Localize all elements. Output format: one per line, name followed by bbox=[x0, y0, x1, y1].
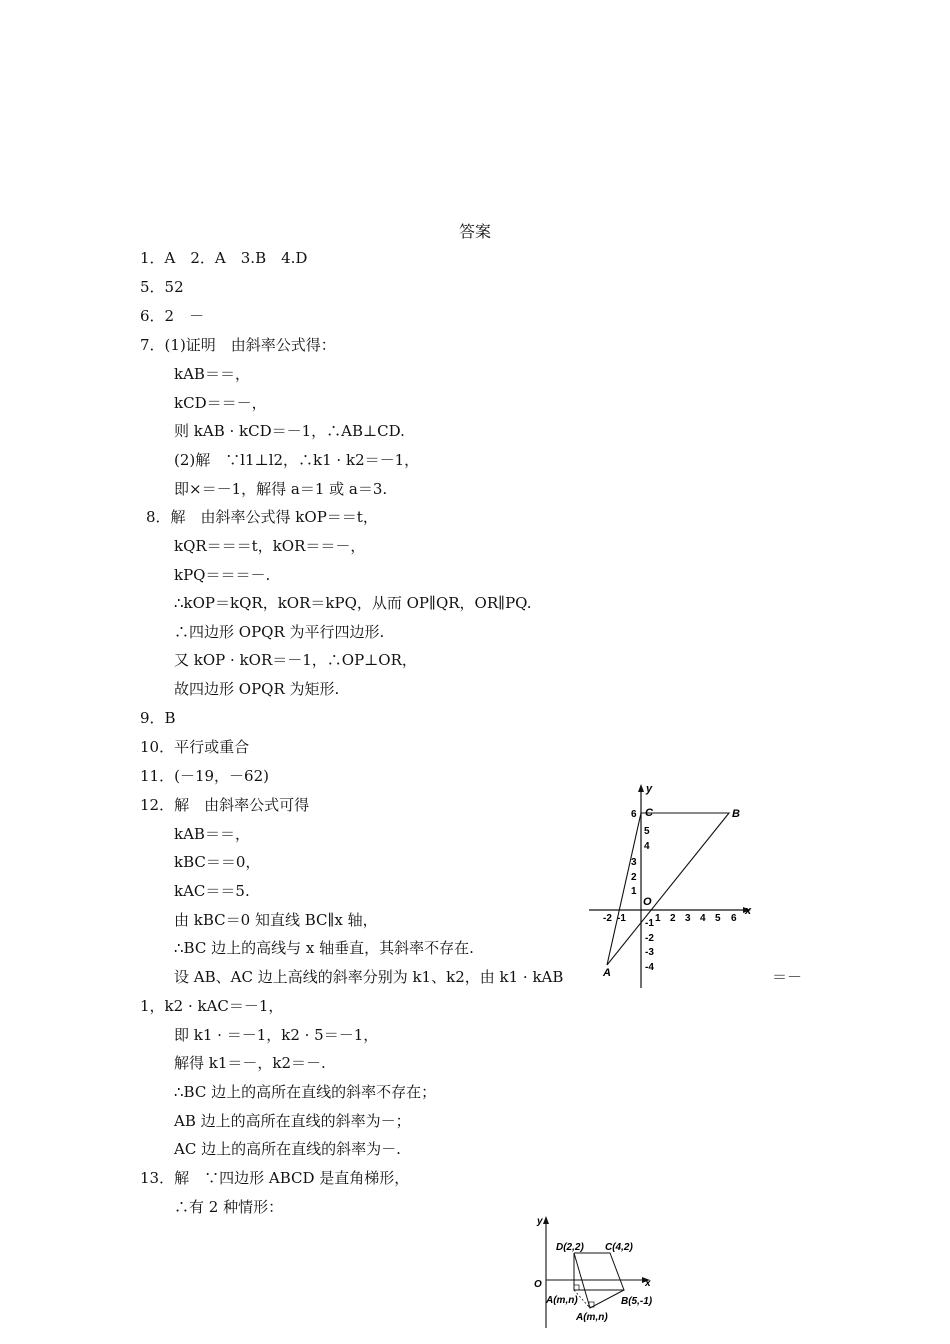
answer-line: ∴BC 边上的高线与 x 轴垂直，其斜率不存在. bbox=[174, 939, 474, 957]
answer-line: AB 边上的高所在直线的斜率为－； bbox=[174, 1112, 411, 1130]
answer-line: ∴有 2 种情形： bbox=[174, 1198, 284, 1216]
page-title: 答案 bbox=[458, 222, 491, 241]
answer-line: AC 边上的高所在直线的斜率为－. bbox=[174, 1140, 401, 1158]
answer-line: 10．平行或重合 bbox=[140, 738, 250, 756]
point-b-label: B(5,-1) bbox=[621, 1296, 653, 1307]
answer-line: (2)解 ∵l1⊥l2，∴k1 · k2＝－1， bbox=[174, 451, 420, 469]
y-axis-label: y bbox=[646, 783, 653, 795]
answer-line: kAB＝＝， bbox=[174, 825, 250, 843]
answer-line: 由 kBC＝0 知直线 BC∥x 轴， bbox=[174, 911, 378, 929]
y-tick: 6 bbox=[631, 809, 637, 820]
answer-line: 12．解 由斜率公式可得 bbox=[140, 796, 310, 814]
x-tick: 1 bbox=[655, 913, 661, 924]
answer-line: 5．52 bbox=[140, 278, 184, 296]
origin-label: O bbox=[534, 1279, 542, 1290]
answer-line: 13．解 ∵四边形 ABCD 是直角梯形， bbox=[140, 1169, 410, 1187]
x-tick: -1 bbox=[617, 913, 626, 924]
point-a-label: A bbox=[603, 967, 611, 979]
answer-line: 1．A 2．A 3.B 4.D bbox=[140, 249, 308, 267]
x-axis-label: x bbox=[745, 905, 752, 917]
x-axis-label: x bbox=[645, 1278, 651, 1289]
answer-line: kBC＝＝0， bbox=[174, 853, 261, 871]
triangle-figure bbox=[585, 780, 765, 990]
y-tick: 4 bbox=[644, 841, 650, 852]
y-axis-label: y bbox=[537, 1216, 543, 1227]
answer-line: kQR＝＝＝t，kOR＝＝－， bbox=[174, 537, 366, 555]
answer-line: ∴四边形 OPQR 为平行四边形. bbox=[174, 623, 385, 641]
x-tick: 6 bbox=[731, 913, 737, 924]
answer-line: ＝－ bbox=[772, 968, 803, 986]
answer-line: ∴BC 边上的高所在直线的斜率不存在； bbox=[174, 1083, 437, 1101]
y-tick: 1 bbox=[631, 886, 637, 897]
answer-line: 解得 k1＝－，k2＝－. bbox=[174, 1054, 326, 1072]
answer-line: 9．B bbox=[140, 709, 176, 727]
answer-line: 即×＝－1，解得 a＝1 或 a＝3. bbox=[174, 480, 388, 498]
origin-label: O bbox=[643, 896, 652, 908]
answer-line: 设 AB、AC 边上高线的斜率分别为 k1、k2，由 k1 · kAB bbox=[174, 968, 564, 986]
trapezoid-figure bbox=[528, 1210, 668, 1328]
y-tick: 3 bbox=[631, 857, 637, 868]
answer-line: ∴kOP＝kQR，kOR＝kPQ，从而 OP∥QR，OR∥PQ. bbox=[174, 594, 532, 612]
answer-line: 8．解 由斜率公式得 kOP＝＝t， bbox=[146, 508, 378, 526]
answer-line: 6．2 － bbox=[140, 307, 205, 325]
answer-line: kCD＝＝－， bbox=[174, 394, 267, 412]
point-a2-label: A(m,n) bbox=[576, 1312, 608, 1323]
y-tick: -1 bbox=[645, 918, 654, 929]
point-a1-label: A(m,n) bbox=[546, 1295, 578, 1306]
answer-line: 即 k1 · ＝－1，k2 · 5＝－1， bbox=[174, 1026, 379, 1044]
answer-line: 则 kAB · kCD＝－1，∴AB⊥CD. bbox=[174, 422, 405, 440]
answer-line: 故四边形 OPQR 为矩形. bbox=[174, 680, 340, 698]
y-tick: -4 bbox=[645, 962, 654, 973]
y-tick: 5 bbox=[644, 826, 650, 837]
x-tick: 5 bbox=[715, 913, 721, 924]
y-tick: -3 bbox=[645, 947, 654, 958]
point-b-label: B bbox=[732, 808, 740, 820]
y-tick: -2 bbox=[645, 933, 654, 944]
answer-line: kPQ＝＝＝－. bbox=[174, 566, 271, 584]
answer-line: kAB＝＝， bbox=[174, 365, 250, 383]
x-tick: -2 bbox=[603, 913, 612, 924]
answer-line: 11．(－19，－62) bbox=[140, 767, 269, 785]
answer-line: 又 kOP · kOR＝－1，∴OP⊥OR， bbox=[174, 651, 417, 669]
point-c-label: C(4,2) bbox=[605, 1242, 633, 1253]
x-tick: 3 bbox=[685, 913, 691, 924]
point-c-label: C bbox=[645, 807, 653, 819]
y-tick: 2 bbox=[631, 872, 637, 883]
point-d-label: D(2,2) bbox=[556, 1242, 584, 1253]
answer-line: kAC＝＝5. bbox=[174, 882, 250, 900]
x-tick: 2 bbox=[670, 913, 676, 924]
answer-line: 1，k2 · kAC＝－1， bbox=[140, 997, 284, 1015]
answer-line: 7．(1)证明 由斜率公式得： bbox=[140, 336, 336, 354]
x-tick: 4 bbox=[700, 913, 706, 924]
